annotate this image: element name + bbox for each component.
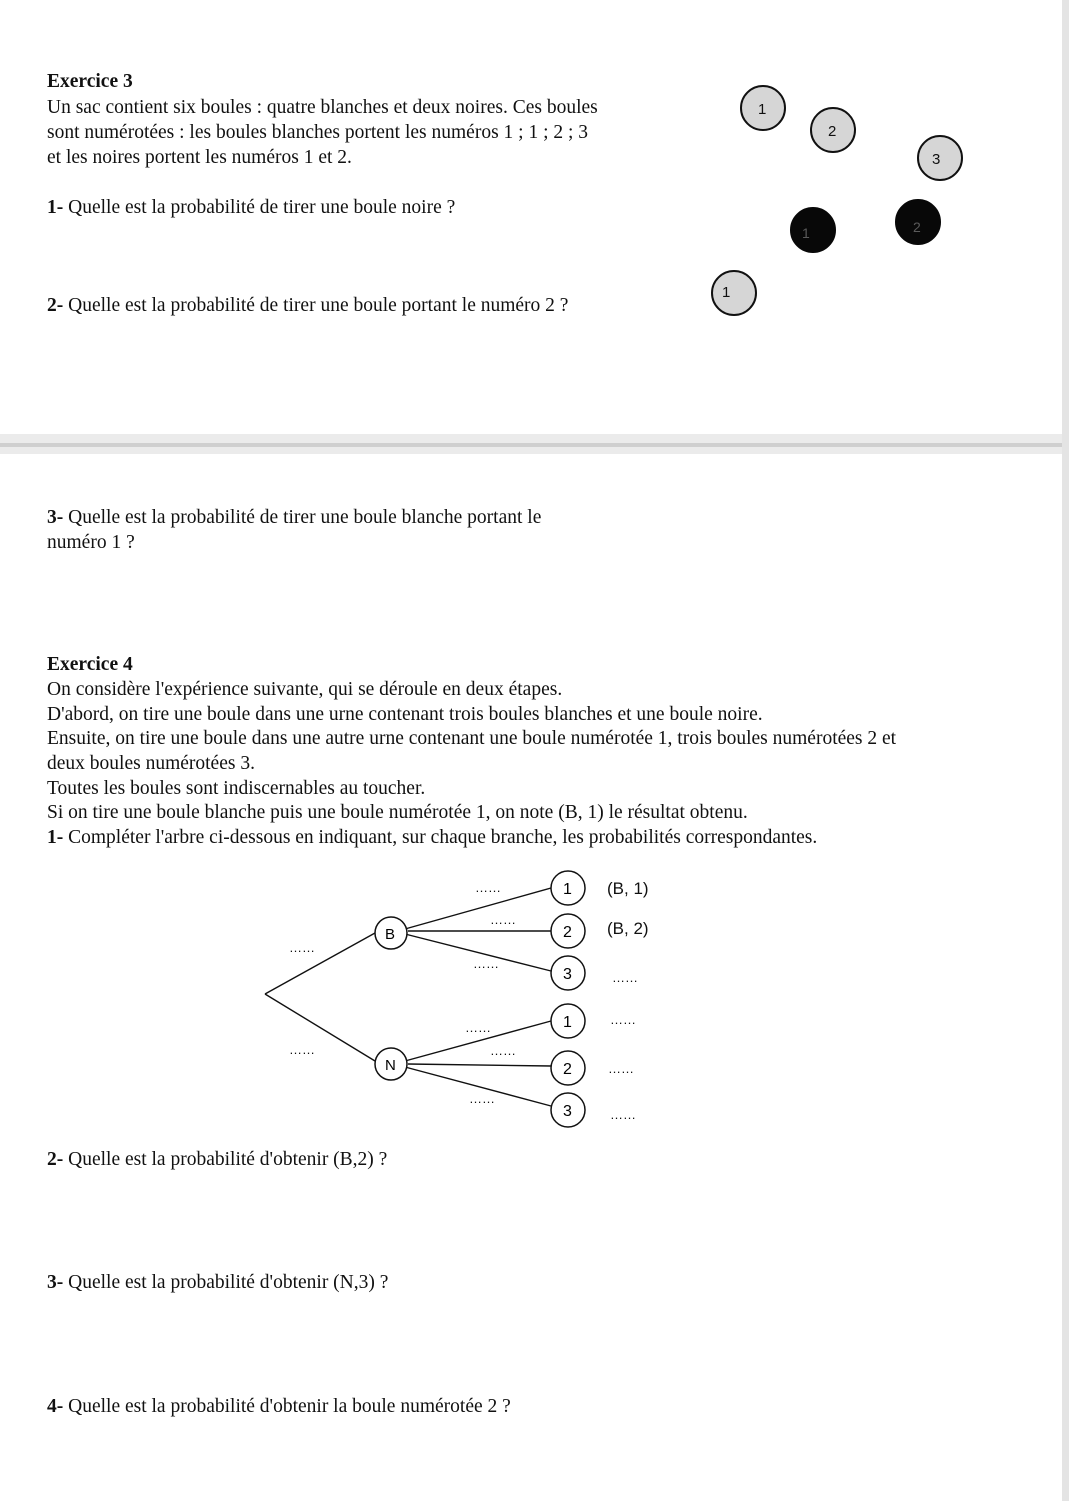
branch-prob-N: …… — [289, 1042, 315, 1057]
question-text: Quelle est la probabilité de tirer une boule noire ? — [63, 197, 456, 218]
ex3-intro-line-2: sont numérotées : les boules blanches portent les numéros 1 ; 1 ; 2 ; 3 — [47, 122, 589, 143]
question-number: 3- — [47, 507, 64, 528]
branch-prob-B-3: …… — [473, 956, 499, 971]
ex4-line-3: Ensuite, on tire une boule dans une autre urne contenant une boule numérotée 1, trois boules numérotées 2 et — [47, 728, 897, 749]
ex3-question-3-line-2: numéro 1 ? — [47, 532, 135, 553]
ball-number: 1 — [802, 225, 810, 241]
node-label: 1 — [563, 1014, 572, 1031]
node-B-3 — [551, 956, 585, 990]
white-ball-4 — [712, 271, 756, 315]
ball-number: 2 — [913, 219, 921, 235]
branch-prob-N-2: …… — [490, 1043, 516, 1058]
black-ball-2 — [896, 200, 940, 244]
exercise-4-title: Exercice 4 — [47, 654, 133, 675]
outcome-B3: …… — [612, 970, 638, 985]
node-label: N — [385, 1057, 396, 1074]
question-number: 2- — [47, 295, 64, 316]
viewer-right-edge — [1062, 0, 1069, 1501]
ex4-line-2: D'abord, on tire une boule dans une urne contenant trois boules blanches et une boule noire. — [47, 704, 763, 725]
node-label: B — [385, 926, 396, 943]
question-number: 1- — [47, 197, 64, 218]
ex3-intro-line-3: et les noires portent les numéros 1 et 2. — [47, 147, 352, 168]
branch-prob-B: …… — [289, 940, 315, 955]
branch-prob-N-3: …… — [469, 1091, 495, 1106]
outcome-B2: (B, 2) — [607, 919, 649, 938]
ball-number: 1 — [722, 284, 731, 301]
ex4-question-2 — [47, 1148, 387, 1173]
node-label: 2 — [563, 924, 572, 941]
outcome-N3: …… — [610, 1107, 636, 1122]
outcome-B1: (B, 1) — [607, 879, 649, 898]
branch-prob-B-1: …… — [475, 880, 501, 895]
ball-number: 1 — [758, 101, 767, 118]
question-text: Compléter l'arbre ci-dessous en indiquant, sur chaque branche, les probabilités correspondantes. — [63, 827, 818, 848]
ex4-line-1: On considère l'expérience suivante, qui se déroule en deux étapes. — [47, 679, 563, 700]
question-number: 4- — [47, 1396, 64, 1417]
question-text: Quelle est la probabilité de tirer une boule blanche portant le — [63, 507, 542, 528]
black-ball-1 — [791, 208, 835, 252]
outcome-N1: …… — [610, 1012, 636, 1027]
balls-illustration — [0, 0, 1062, 434]
ex4-line-6: Si on tire une boule blanche puis une boule numérotée 1, on note (B, 1) le résultat obtenu. — [47, 802, 748, 823]
node-N-2 — [551, 1051, 585, 1085]
ex4-question-3 — [47, 1271, 388, 1296]
white-ball-1 — [741, 86, 785, 130]
branch-prob-N-1: …… — [465, 1020, 491, 1035]
probability-tree — [0, 454, 1062, 1501]
question-number: 1- — [47, 827, 64, 848]
node-label: 3 — [563, 1103, 572, 1120]
question-number: 2- — [47, 1149, 64, 1170]
page-2 — [0, 454, 1062, 1501]
page-separator — [0, 443, 1069, 447]
branch-prob-B-2: …… — [490, 912, 516, 927]
ball-number: 3 — [932, 151, 941, 168]
white-ball-2 — [811, 108, 855, 152]
white-ball-3 — [918, 136, 962, 180]
question-text: Quelle est la probabilité d'obtenir la boule numérotée 2 ? — [63, 1396, 511, 1417]
node-label: 3 — [563, 966, 572, 983]
node-label: 2 — [563, 1061, 572, 1078]
node-B-2 — [551, 914, 585, 948]
exercise-3-title: Exercice 3 — [47, 71, 133, 92]
node-N-3 — [551, 1093, 585, 1127]
question-text: Quelle est la probabilité d'obtenir (B,2) ? — [63, 1149, 388, 1170]
ex4-line-5: Toutes les boules sont indiscernables au toucher. — [47, 778, 426, 799]
node-B — [375, 917, 407, 949]
question-text: Quelle est la probabilité d'obtenir (N,3) ? — [63, 1272, 389, 1293]
question-number: 3- — [47, 1272, 64, 1293]
ball-number: 2 — [828, 123, 837, 140]
question-text: Quelle est la probabilité de tirer une boule portant le numéro 2 ? — [63, 295, 569, 316]
node-N-1 — [551, 1004, 585, 1038]
node-N — [375, 1048, 407, 1080]
outcome-N2: …… — [608, 1061, 634, 1076]
ex3-intro-line-1: Un sac contient six boules : quatre blanches et deux noires. Ces boules — [47, 97, 598, 118]
page-1 — [0, 0, 1062, 434]
node-label: 1 — [563, 881, 572, 898]
node-B-1 — [551, 871, 585, 905]
ex4-line-4: deux boules numérotées 3. — [47, 753, 255, 774]
ex4-question-4 — [47, 1395, 511, 1420]
